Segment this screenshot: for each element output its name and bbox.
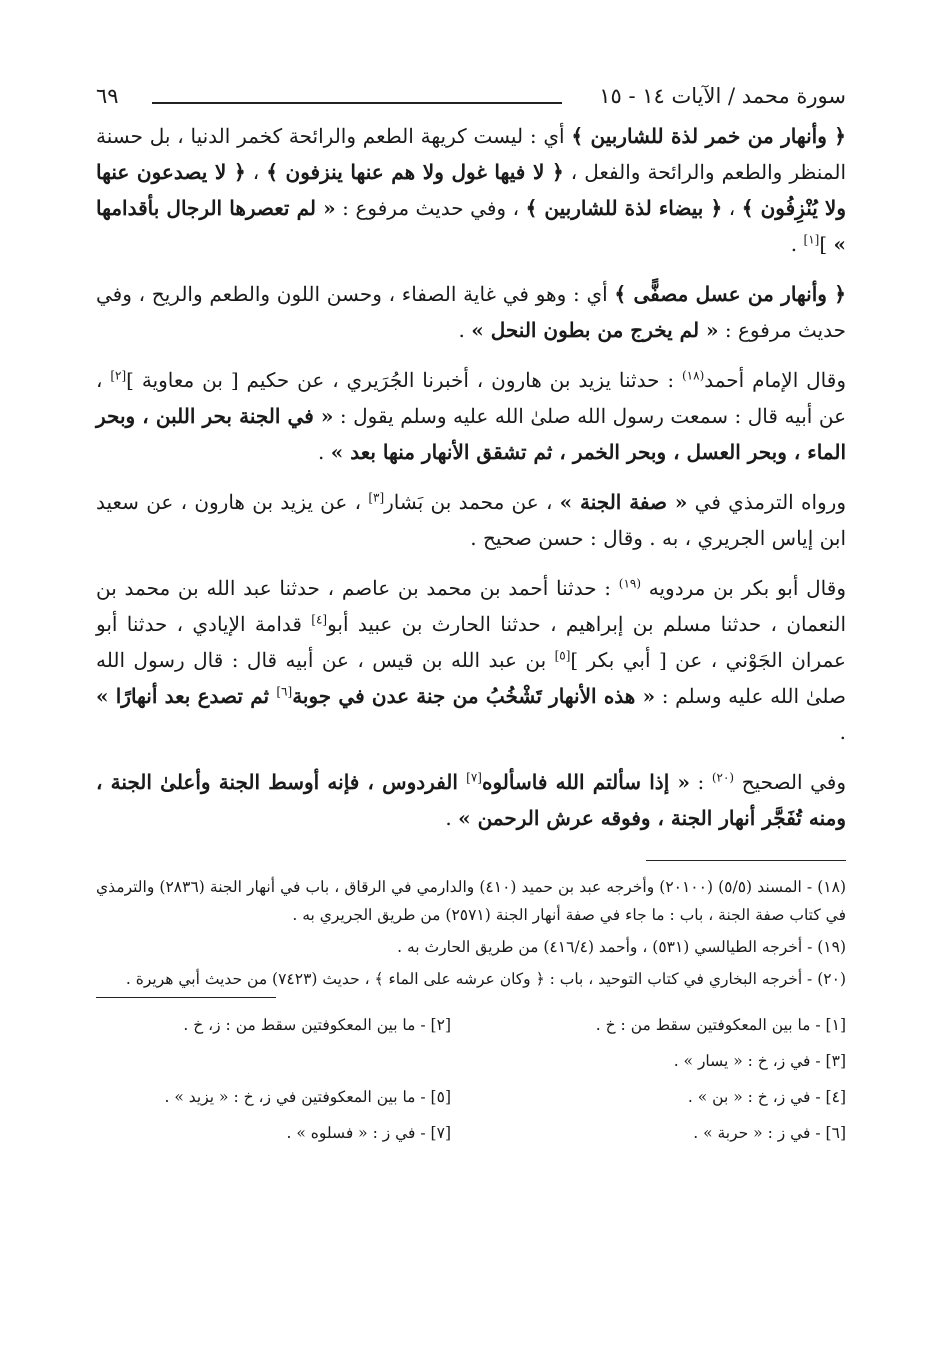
variant-marker: [٣] xyxy=(368,490,385,505)
footnote-marker: (١٩) xyxy=(618,576,642,591)
period: . xyxy=(445,806,459,830)
period: . xyxy=(458,318,472,342)
footnote-18: (١٨) - المسند (٥/٥) (٢٠١٠٠) وأخرجه عبد بن حميد (٤١٠) والدارمي في الرقاق ، باب في أنهار الجنة (٢٨٣٦) والترمذي في كتاب صفة الجنة ، باب : ما جاء في صفة أنهار الجنة (٢٥٧١) من طريق الجريري به . xyxy=(96,878,847,924)
commentary-text: ، عن أبيه قال : سمعت رسول الله صلىٰ الله عليه وسلم يقول : xyxy=(96,368,847,428)
commentary-text: بن عبد الله بن قيس ، عن أبيه قال : قال رسول الله صلىٰ الله عليه وسلم : xyxy=(96,648,847,708)
hadith-quote: « لم يخرج من بطون النحل » xyxy=(471,318,719,342)
commentary-text: ، عن محمد بن بَشار xyxy=(384,490,560,514)
separator: ، xyxy=(722,196,742,220)
hadith-quote: الفردوس ، فإنه أوسط الجنة وأعلىٰ الجنة ، ومنه تُفَجَّر أنهار الجنة ، وفوقه عرش الرحمن » xyxy=(96,770,846,830)
commentary-text: : حدثنا يزيد بن هارون ، أخبرنا الجُرَيري ، عن حكيم [ بن معاوية ] xyxy=(126,368,682,392)
footnote-marker: (٢٠) xyxy=(711,770,735,785)
commentary-text: وقال الإمام أحمد xyxy=(704,368,846,392)
commentary-text: وقال أبو بكر بن مردويه xyxy=(641,576,846,600)
variant-empty xyxy=(96,1044,451,1078)
bracket-text: ] xyxy=(819,232,834,256)
commentary-text: ورواه الترمذي في xyxy=(687,490,846,514)
commentary-text: أي : ليست كريهة الطعم والرائحة كخمر الدنيا ، بل حسنة المنظر والطعم والرائحة والفعل ، xyxy=(96,124,847,184)
commentary-text: ، وفي حديث مرفوع : xyxy=(335,196,526,220)
main-text xyxy=(96,118,846,836)
paragraph-6 xyxy=(96,764,846,836)
variant-marker: [٦] xyxy=(276,684,293,699)
footnote-marker: (١٨) xyxy=(681,368,705,383)
quran-quote: ﴿ لا يصدعون عنها ولا يُنْزِفُون ﴾ xyxy=(96,160,846,220)
quran-quote: ﴿ بيضاء لذة للشاربين ﴾ xyxy=(525,196,723,220)
paragraph-4 xyxy=(96,484,846,556)
variant-7: [٧] - في ز : « فسلوه » . xyxy=(286,1124,451,1142)
hadith-quote: « إذا سألتم الله فاسألوه xyxy=(481,770,690,794)
separator: ، xyxy=(245,160,267,184)
document-page xyxy=(96,78,846,1150)
variant-2: [٢] - ما بين المعكوفتين سقط من : ز، خ . xyxy=(183,1016,451,1034)
quran-quote: ﴿ لا فيها غول ولا هم عنها ينزفون ﴾ xyxy=(266,160,564,184)
running-title: سورة محمد / الآيات ١٤ - ١٥ xyxy=(599,84,846,108)
hadith-quote: ثم تصدع بعد أنهارًا » xyxy=(96,684,277,708)
variant-1: [١] - ما بين المعكوفتين سقط من : خ . xyxy=(595,1016,846,1034)
period: . xyxy=(318,440,331,464)
paragraph-1 xyxy=(96,118,846,262)
variant-6: [٦] - في ز : « حربة » . xyxy=(693,1124,846,1142)
hadith-quote: « في الجنة بحر اللبن ، وبحر الماء ، وبحر العسل ، وبحر الخمر ، ثم تشقق الأنهار منها بعد » xyxy=(96,404,846,464)
variant-marker: [٢] xyxy=(110,368,127,383)
quran-quote: ﴿ وأنهار من عسل مصفًّى ﴾ xyxy=(614,282,846,306)
commentary-text: قدامة الإيادي ، حدثنا أبو عمران الجَوْني ، عن [ أبي بكر ] xyxy=(96,612,846,672)
paragraph-2 xyxy=(96,276,846,348)
variant-marker: [٤] xyxy=(311,612,328,627)
footnote-rule xyxy=(646,860,846,861)
commentary-text: أي : وهو في غاية الصفاء ، وحسن اللون والطعم والريح ، وفي حديث مرفوع : xyxy=(96,282,846,342)
variant-marker: [٧] xyxy=(466,770,482,785)
header-rule xyxy=(152,102,562,104)
hadith-quote: « هذه الأنهار تَشْخُبُ من جنة عدن في جوبة xyxy=(292,684,656,708)
variant-4: [٤] - في ز، خ : « بن » . xyxy=(687,1088,846,1106)
footnote-19: (١٩) - أخرجه الطيالسي (٥٣١) ، وأحمد (٤١٦/٤) من طريق الحارث به . xyxy=(397,938,846,956)
variant-readings xyxy=(96,1008,846,1150)
variants-rule xyxy=(96,997,276,998)
commentary-text: ، عن يزيد بن هارون ، عن سعيد ابن إياس الجريري ، به . وقال : حسن صحيح . xyxy=(96,490,846,550)
page-number: ٦٩ xyxy=(96,84,119,108)
period: . xyxy=(839,720,846,744)
variant-5: [٥] - ما بين المعكوفتين في ز، خ : « يزيد » . xyxy=(164,1088,451,1106)
page-header xyxy=(96,78,846,118)
paragraph-3 xyxy=(96,362,846,470)
variant-marker: [٥] xyxy=(554,648,571,663)
hadith-quote: « لم تعصرها الرجال بأقدامها » xyxy=(96,196,846,256)
footnote-20: (٢٠) - أخرجه البخاري في كتاب التوحيد ، باب : ﴿ وكان عرشه على الماء ﴾ ، حديث (٧٤٢٣) من حديث أبي هريرة . xyxy=(125,970,846,988)
commentary-text: : حدثنا أحمد بن محمد بن عاصم ، حدثنا عبد الله بن محمد بن النعمان ، حدثنا مسلم بن إبراهيم ، حدثنا الحارث بن عبيد أبو xyxy=(96,576,846,636)
commentary-text: وفي الصحيح xyxy=(734,770,847,794)
paragraph-5 xyxy=(96,570,846,750)
variant-3: [٣] - في ز، خ : « يسار » . xyxy=(673,1052,846,1070)
period: . xyxy=(790,232,804,256)
footnotes xyxy=(96,873,846,993)
quran-quote: ﴿ وأنهار من خمر لذة للشاربين ﴾ xyxy=(571,124,846,148)
chapter-title: « صفة الجنة » xyxy=(559,490,688,514)
variant-marker: [١] xyxy=(803,232,820,247)
separator: : xyxy=(689,770,712,794)
